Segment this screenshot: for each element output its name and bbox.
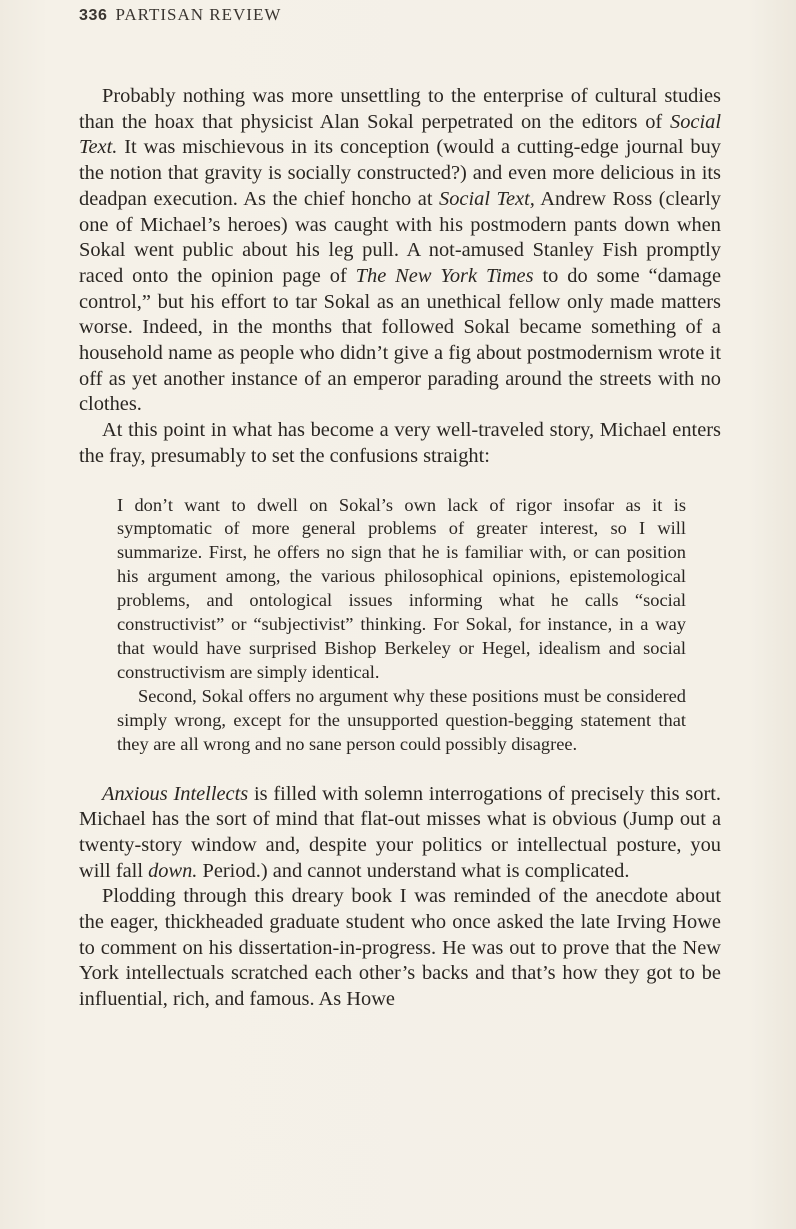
paragraph-anxious-intellects <box>79 782 721 885</box>
text-run: Andrew Ross (clearly one of Michael’s heroes) was caught with his postmodern pants down when Sokal went public about his leg pull. A not-amused Stanley Fish promptly raced onto the opinion page of <box>79 187 721 287</box>
italic-title-nyt: The New York Times <box>355 264 534 287</box>
block-quote <box>117 494 686 757</box>
running-head <box>79 5 281 25</box>
text-run: Probably nothing was more unsettling to the enterprise of cultural studies than the hoax that physicist Alan Sokal perpetrated on the editors of <box>79 85 721 133</box>
text-run: is filled with solemn interrogations of precisely this sort. Michael has the sort of mind that flat-out misses what is obvious (Jump out a twenty-story window and, despite your politics or intellectual posture, you will fall <box>79 782 721 882</box>
journal-title: PARTISAN REVIEW <box>115 5 282 24</box>
text-run: to do some “damage control,” but his effort to tar Sokal as an unethical fellow only made matters worse. Indeed, in the months that followed Sokal became something of a household name as people who didn’t give a fig about postmodernism wrote it off as yet another instance of an emperor parading around the streets with no clothes. <box>79 264 722 416</box>
quote-paragraph-2: Second, Sokal offers no argument why these positions must be considered simply wrong, except for the unsupported question-begging statement that they are all wrong and no sane person could possibly disagree. <box>117 685 686 754</box>
paragraph-sokal-hoax <box>79 84 721 418</box>
text-run: It was mischievous in its conception (would a cutting-edge journal buy the notion that gravity is socially constructed?) and even more delicious in its deadpan execution. As the chief honcho at <box>79 136 721 210</box>
italic-title-social-text: Social Text, <box>439 187 535 210</box>
italic-title-social-text: Social Text. <box>79 110 721 159</box>
italic-word-down: down. <box>148 859 198 882</box>
page-number: 336 <box>79 7 108 24</box>
paragraph-michael-enters: At this point in what has become a very well-traveled story, Michael enters the fray, presumably to set the confusions straight: <box>79 419 721 467</box>
text-run: Period.) and cannot understand what is complicated. <box>197 859 630 882</box>
italic-title-anxious-intellects: Anxious Intellects <box>102 782 249 805</box>
paragraph-irving-howe: Plodding through this dreary book I was reminded of the anecdote about the eager, thickheaded graduate student who once asked the late Irving Howe to comment on his dissertation-in-progress. He was out to prove that the New York intellectuals scratched each other’s backs and that’s how they got to be influential, rich, and famous. As Howe <box>79 885 721 1011</box>
quote-paragraph-1: I don’t want to dwell on Sokal’s own lack of rigor insofar as it is symptomatic of more general problems of greater interest, so I will summarize. First, he offers no sign that he is familiar with, or can position his argument among, the various philosophical opinions, epistemological problems, and ontological issues informing what he calls “social constructivist” or “subjectivist” thinking. For Sokal, for instance, in a way that would have surprised Bishop Berkeley or Hegel, idealism and social constructivism are simply identical. <box>117 494 686 682</box>
text-block <box>79 84 721 1013</box>
